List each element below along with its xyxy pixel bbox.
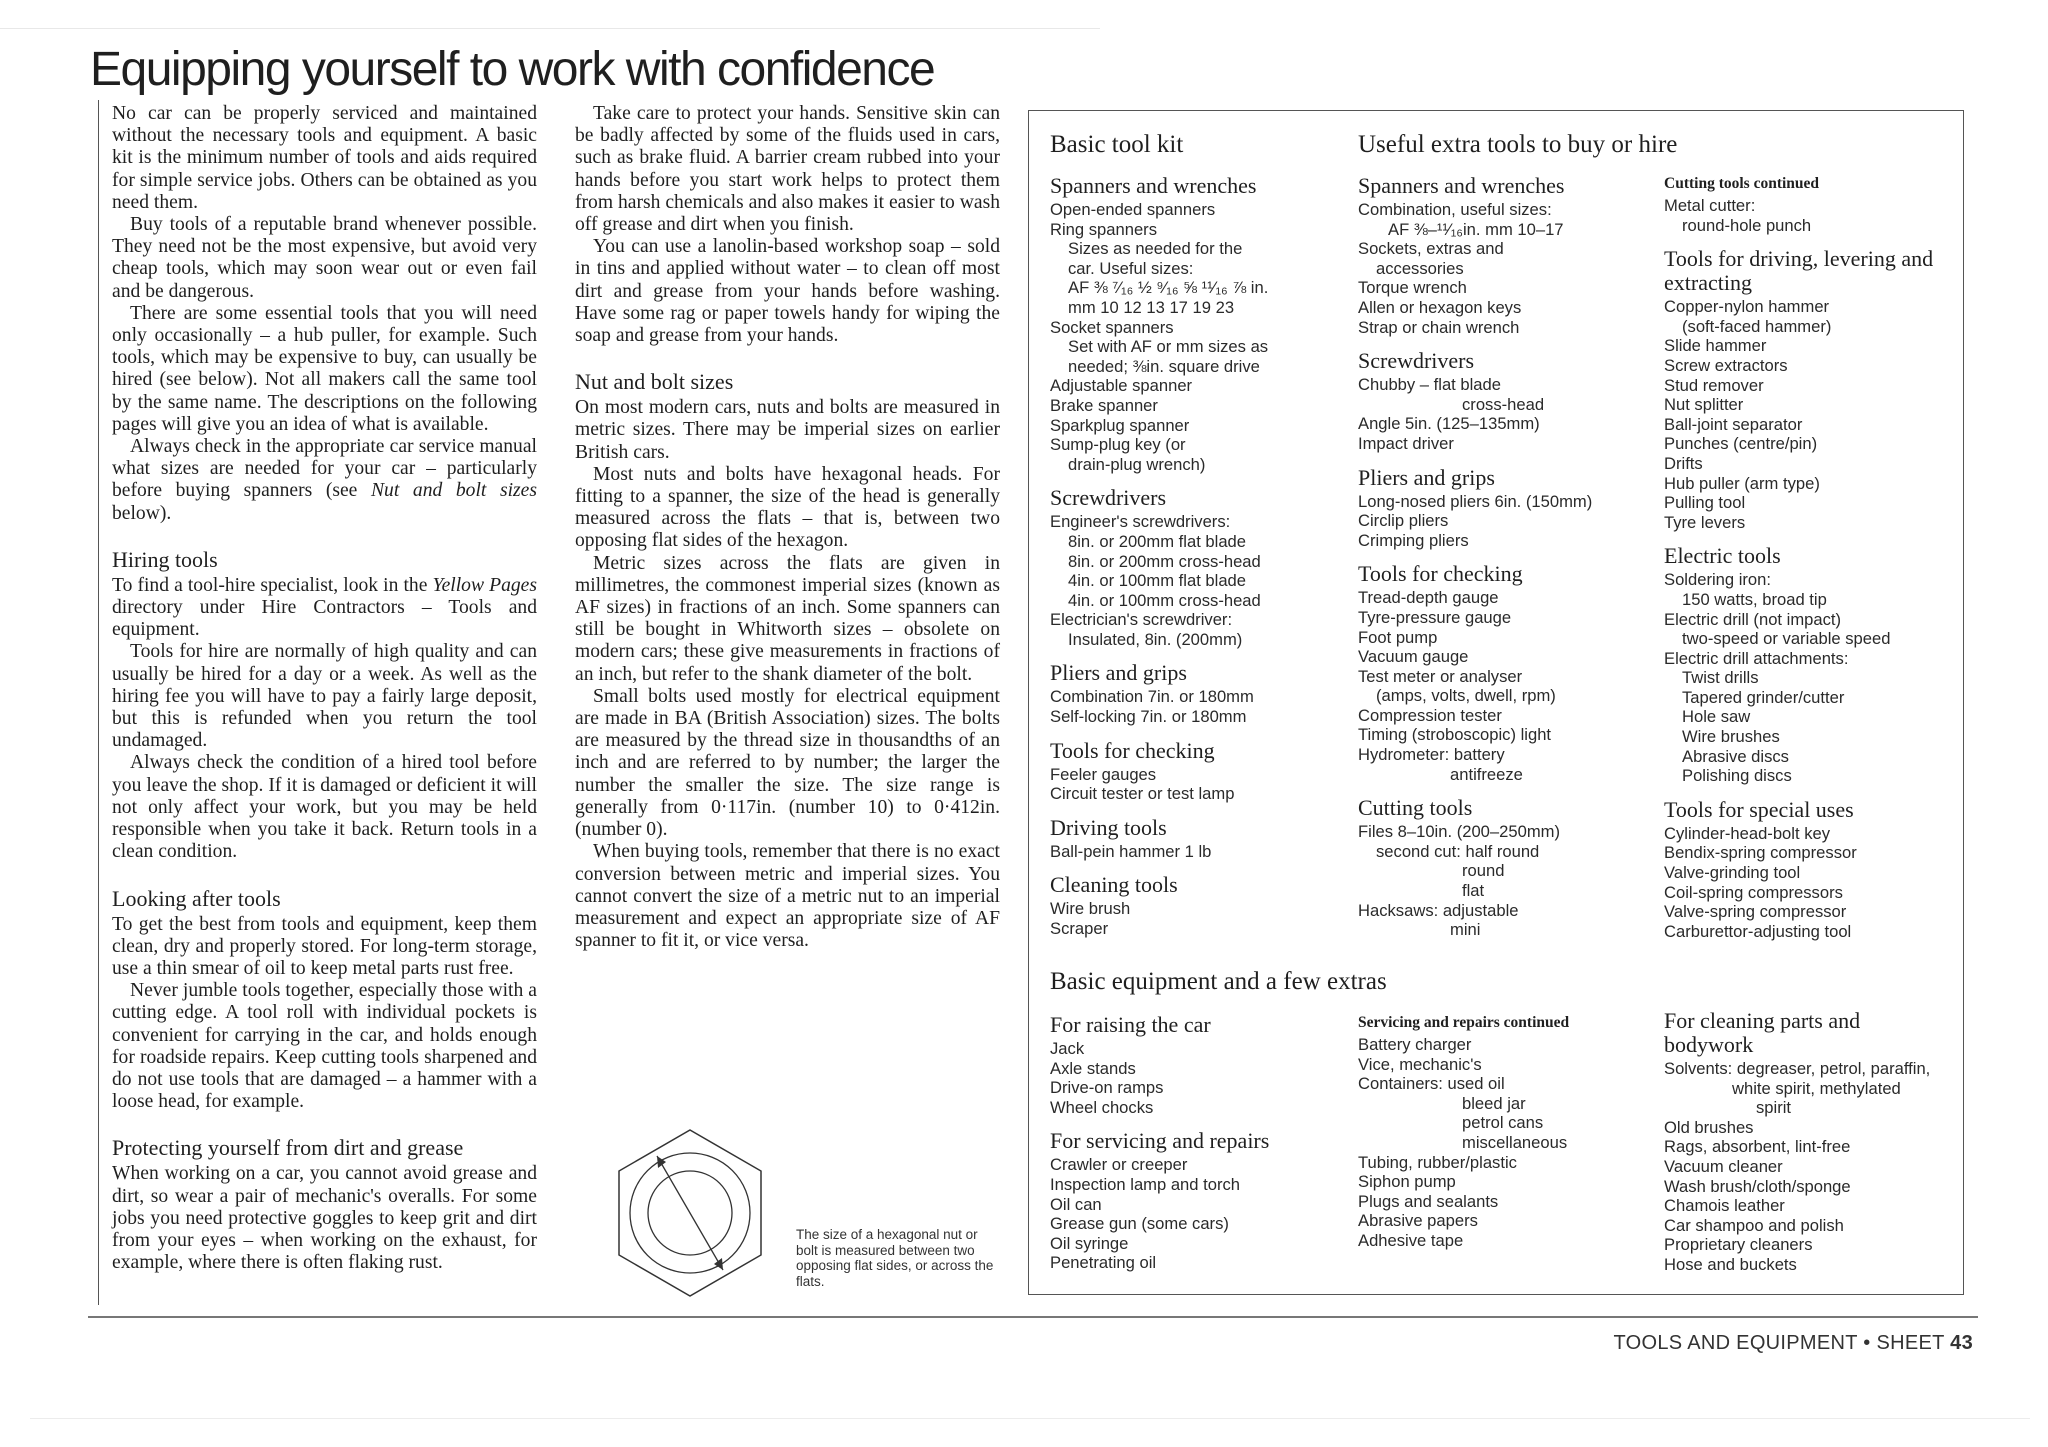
tool-list-item: Wire brushes [1682, 727, 1780, 747]
tool-list-item: (soft-faced hammer) [1682, 316, 1832, 336]
equipment-list-2 [1358, 1013, 1648, 1251]
tool-category-heading: For servicing and repairs [1050, 1128, 1270, 1154]
tool-list-item: Impact driver [1358, 433, 1454, 453]
tool-list-item: Polishing discs [1682, 766, 1792, 786]
tool-list-item: Compression tester [1358, 705, 1502, 725]
nut-bolt-reference: Nut and bolt sizes [370, 480, 537, 502]
tool-list-item: Chamois leather [1664, 1196, 1785, 1216]
useful-tools-list-1 [1358, 174, 1648, 940]
protect-paragraph-1: When working on a car, you cannot avoid grease and dirt, so wear a pair of mechanic's overalls. For some jobs you need protective goggles to keep grit and dirt from your eyes – when working on the exhaust, for example, where there is often flaking rust. [112, 1163, 537, 1274]
tool-list-item: Vacuum cleaner [1664, 1156, 1783, 1176]
looking-after-tools-heading: Looking after tools [112, 885, 281, 911]
tool-list-item: Brake spanner [1050, 395, 1158, 415]
hexagon-nut-diagram [615, 1128, 765, 1298]
tool-list-item: Abrasive papers [1358, 1211, 1478, 1231]
tool-list-item: Sump-plug key (or [1050, 435, 1186, 455]
tool-list-item: Ring spanners [1050, 219, 1158, 239]
footer-bullet: • [1863, 1332, 1871, 1354]
tool-list-item: Hose and buckets [1664, 1254, 1797, 1274]
tool-list-item: Hole saw [1682, 707, 1751, 727]
tool-list-item: Allen or hexagon keys [1358, 297, 1522, 317]
page-title: Equipping yourself to work with confidence [90, 43, 935, 96]
tool-list-item: Wire brush [1050, 899, 1131, 919]
tool-list-item: Scraper [1050, 919, 1109, 939]
article-column-1 [112, 103, 537, 1274]
tool-list-item: Proprietary cleaners [1664, 1235, 1813, 1255]
tool-list-item: Screw extractors [1664, 355, 1788, 375]
tool-list-item: Combination, useful sizes: [1358, 200, 1552, 219]
page-number: 43 [1950, 1332, 1973, 1354]
tool-list-item: Grease gun (some cars) [1050, 1214, 1229, 1234]
tool-list-item: Bendix-spring compressor [1664, 843, 1857, 863]
tool-category-heading: For raising the car [1050, 1012, 1211, 1037]
equipment-list-1 [1050, 1013, 1340, 1273]
tool-list-item: Chubby – flat blade [1358, 375, 1501, 395]
tool-list-item: AF ⅜ ⁷⁄₁₆ ½ ⁹⁄₁₆ ⅝ ¹¹⁄₁₆ ⅞ in. [1068, 278, 1269, 298]
tool-category-heading: Pliers and grips [1050, 660, 1187, 686]
tool-list-item: Soldering iron: [1664, 570, 1772, 590]
tool-category-heading: Screwdrivers [1050, 485, 1167, 511]
tool-list-item: Tubing, rubber/plastic [1358, 1152, 1517, 1172]
tool-list-item: Vacuum gauge [1358, 647, 1469, 667]
tool-list-item: 8in. or 200mm flat blade [1068, 531, 1247, 551]
tool-list-item: Battery charger [1358, 1035, 1472, 1054]
tool-list-item: antifreeze [1450, 764, 1523, 784]
top-edge-line [0, 28, 1100, 29]
tool-list-item: Angle 5in. (125–135mm) [1358, 414, 1540, 434]
tool-list-item: miscellaneous [1462, 1132, 1568, 1152]
tool-category-heading: Spanners and wrenches [1358, 173, 1565, 198]
tool-list-item: Valve-spring compressor [1664, 902, 1847, 922]
tool-list-item: Solvents: degreaser, petrol, paraffin, [1664, 1059, 1931, 1078]
tool-list-item: bleed jar [1462, 1093, 1526, 1113]
looking-paragraph-2: Never jumble tools together, especially those with a cutting edge. A tool roll with individual pockets is convenient for carrying in the car, and holds enough for roadside repairs. Keep cutting tools sharpened and do not use tools that are damaged – a hammer with a loose head, for example. [112, 980, 537, 1113]
tool-list-item: Plugs and sealants [1358, 1191, 1499, 1211]
tool-list-item: Feeler gauges [1050, 764, 1157, 784]
tool-list-item: white spirit, methylated [1732, 1078, 1901, 1098]
tool-list-item: Tyre-pressure gauge [1358, 607, 1512, 627]
intro-p4-text-b: below). [112, 502, 172, 524]
useful-tools-list-2 [1664, 174, 1944, 941]
tool-list-item: 4in. or 100mm flat blade [1068, 571, 1247, 591]
tool-list-item: Nut splitter [1664, 395, 1744, 415]
nut-paragraph-1: On most modern cars, nuts and bolts are measured in metric sizes. There may be imperial sizes on earlier British cars. [575, 397, 1000, 463]
footer-sheet-label: SHEET [1876, 1332, 1945, 1354]
tool-list-item: Stud remover [1664, 375, 1764, 395]
basic-tool-kit-list [1050, 174, 1340, 939]
tool-list-item: spirit [1756, 1098, 1792, 1118]
tool-list-item: Set with AF or mm sizes as [1068, 337, 1269, 357]
tool-list-item: 150 watts, broad tip [1682, 589, 1827, 609]
tool-list-item: Carburettor-adjusting tool [1664, 921, 1852, 941]
tool-list-item: Circlip pliers [1358, 511, 1449, 531]
tool-list-item: Rags, absorbent, lint-free [1664, 1137, 1851, 1157]
hiring-tools-heading: Hiring tools [112, 546, 218, 572]
hiring-paragraph-2: Tools for hire are normally of high quality and can usually be hired for a day or a week. As well as the hiring fee you will have to pay a fairly large deposit, but this is refunded when you return the tool undamaged. [112, 641, 537, 752]
equipment-list-3 [1664, 1009, 1954, 1275]
intro-paragraph-2: Buy tools of a reputable brand whenever possible. They need not be the most expensive, but avoid very cheap tools, which may soon wear out or even fail and be dangerous. [112, 214, 537, 302]
tool-list-item: car. Useful sizes: [1068, 258, 1194, 278]
tool-category-heading: Cleaning tools [1050, 872, 1178, 898]
tool-category-heading: Electric tools [1664, 543, 1781, 569]
tool-list-item: Punches (centre/pin) [1664, 434, 1818, 454]
tool-category-heading: Pliers and grips [1358, 464, 1495, 490]
tool-list-item: Metal cutter: [1664, 196, 1756, 215]
tool-list-item: Penetrating oil [1050, 1253, 1157, 1273]
tool-list-item: Slide hammer [1664, 336, 1767, 356]
tool-category-heading: Tools for checking [1358, 561, 1523, 587]
tool-list-item: Ball-joint separator [1664, 414, 1803, 434]
tool-list-item: Test meter or analyser [1358, 666, 1523, 686]
footer-rule [88, 1316, 1978, 1318]
tool-category-heading: Driving tools [1050, 814, 1167, 840]
protect-paragraph-2: Take care to protect your hands. Sensitive skin can be badly affected by some of the fluids used in cars, such as brake fluid. A barrier cream rubbed into your hands before you start work helps to protect them from harsh chemicals and also makes it easier to wash off grease and dirt when you finish. [575, 103, 1000, 236]
tool-list-item: drain-plug wrench) [1068, 454, 1206, 474]
hexagon-caption: The size of a hexagonal nut or bolt is measured between two opposing flat sides, or across the flats. [796, 1227, 994, 1289]
tool-list-item: Tapered grinder/cutter [1682, 687, 1845, 707]
tool-list-item: flat [1462, 881, 1485, 901]
tool-category-heading: Tools for driving, levering and extracting [1664, 246, 1934, 296]
bottom-edge-line [30, 1418, 2030, 1419]
tool-list-item: cross-head [1462, 394, 1545, 414]
tool-category-heading: Tools for special uses [1664, 796, 1854, 822]
nut-bolt-heading: Nut and bolt sizes [575, 369, 734, 395]
useful-extra-tools-title: Useful extra tools to buy or hire [1358, 131, 1678, 158]
tool-list-item: Hydrometer: battery [1358, 745, 1505, 765]
tool-list-item: Crawler or creeper [1050, 1155, 1188, 1175]
tool-list-item: Insulated, 8in. (200mm) [1068, 629, 1243, 649]
tool-list-item: Oil syringe [1050, 1233, 1129, 1253]
tool-category-heading: Cutting tools [1358, 795, 1473, 821]
tool-list-item: Inspection lamp and torch [1050, 1174, 1241, 1194]
tool-list-item: Open-ended spanners [1050, 200, 1216, 219]
protecting-heading: Protecting yourself from dirt and grease [112, 1135, 464, 1161]
tool-list-item: Oil can [1050, 1194, 1102, 1214]
tool-list-item: Sparkplug spanner [1050, 415, 1190, 435]
tool-list-item: 4in. or 100mm cross-head [1068, 590, 1261, 610]
tool-list-item: petrol cans [1462, 1113, 1544, 1133]
tool-list-item: Vice, mechanic's [1358, 1054, 1482, 1074]
tool-list-item: Twist drills [1682, 668, 1759, 688]
basic-equipment-title: Basic equipment and a few extras [1050, 968, 1387, 995]
page-footer [1614, 1332, 1973, 1355]
looking-paragraph-1: To get the best from tools and equipment, keep them clean, dry and properly stored. For long-term storage, use a thin smear of oil to keep metal parts rust free. [112, 913, 537, 979]
tool-list-item: Car shampoo and polish [1664, 1215, 1844, 1235]
tool-category-subheading: Servicing and repairs continued [1358, 1014, 1570, 1031]
tool-list-item: second cut: half round [1376, 841, 1540, 861]
footer-section: TOOLS AND EQUIPMENT [1613, 1332, 1858, 1354]
tool-list-item: Tyre levers [1664, 512, 1746, 532]
intro-paragraph-4 [112, 436, 537, 525]
tool-list-item: Axle stands [1050, 1058, 1136, 1078]
tool-list-item: Electric drill (not impact) [1664, 609, 1842, 629]
hiring-paragraph-3: Always check the condition of a hired tool before you leave the shop. If it is damaged or deficient it will not only affect your work, but you may be held responsible when you take it back. Return tools in a clean condition. [112, 752, 537, 863]
tool-list-item: Electric drill attachments: [1664, 648, 1849, 668]
tool-list-item: Abrasive discs [1682, 746, 1789, 766]
tool-list-item: Drive-on ramps [1050, 1078, 1164, 1098]
tool-list-item: Strap or chain wrench [1358, 317, 1520, 337]
tool-list-item: Sockets, extras and [1358, 239, 1504, 259]
tool-list-item: Coil-spring compressors [1664, 882, 1843, 902]
tool-list-item: Adhesive tape [1358, 1230, 1464, 1250]
basic-tool-kit-title: Basic tool kit [1050, 131, 1184, 158]
tool-list-item: Wash brush/cloth/sponge [1664, 1176, 1851, 1196]
tool-list-item: Circuit tester or test lamp [1050, 784, 1235, 804]
tool-list-item: Files 8–10in. (200–250mm) [1358, 822, 1560, 842]
tool-list-item: Jack [1050, 1039, 1085, 1058]
tool-list-item: mm 10 12 13 17 19 23 [1068, 297, 1235, 317]
tool-category-heading: Tools for checking [1050, 737, 1215, 763]
tool-list-item: Old brushes [1664, 1117, 1754, 1137]
nut-paragraph-3: Metric sizes across the flats are given in millimetres, the commonest imperial sizes (known as AF sizes) in fractions of an inch. Some spanners can still be bought in Whitworth sizes – obsolete on modern cars; these give measurements in fractions of an inch, but refer to the shank diameter of the bolt. [575, 552, 1000, 685]
hiring-p1-text-a: To find a tool-hire specialist, look in the [112, 574, 428, 596]
tool-list-item: round [1462, 861, 1505, 881]
tool-list-item: Timing (stroboscopic) light [1358, 725, 1552, 745]
tool-list-item: Hub puller (arm type) [1664, 473, 1820, 493]
tool-list-item: 8in. or 200mm cross-head [1068, 551, 1261, 571]
tool-list-item: accessories [1376, 258, 1464, 278]
tool-list-item: Pulling tool [1664, 493, 1746, 513]
nut-paragraph-5: When buying tools, remember that there is no exact conversion between metric and imperial sizes. You cannot convert the size of a metric nut to an imperial measurement and expect an appropriate size of AF spanner to fit it, or vice versa. [575, 841, 1000, 952]
tool-list-item: Engineer's screwdrivers: [1050, 512, 1231, 532]
tool-list-item: Sizes as needed for the [1068, 239, 1243, 259]
hiring-paragraph-1 [112, 575, 537, 642]
tool-list-item: Copper-nylon hammer [1664, 297, 1830, 317]
tool-category-heading: Screwdrivers [1358, 348, 1475, 374]
intro-p4-text-a: Always check in the appropriate car service manual what sizes are needed for your car – particularly before buying spanners (see [112, 436, 537, 502]
hiring-p1-text-b: directory under Hire Contractors – Tools and equipment. [112, 597, 537, 641]
tool-list-item: round-hole punch [1682, 215, 1812, 235]
tool-list-item: Tread-depth gauge [1358, 588, 1499, 608]
tool-category-heading: For cleaning parts and bodywork [1664, 1008, 1861, 1057]
intro-paragraph-1: No car can be properly serviced and maintained without the necessary tools and equipment. A basic kit is the minimum number of tools and aids required for simple service jobs. Others can be obtained as you need them. [112, 103, 537, 213]
tool-list-item: Siphon pump [1358, 1172, 1456, 1192]
tool-list-item: Containers: used oil [1358, 1074, 1505, 1094]
yellow-pages-reference: Yellow Pages [432, 574, 537, 596]
tool-category-heading: Spanners and wrenches [1050, 173, 1257, 198]
tool-list-item: Self-locking 7in. or 180mm [1050, 707, 1247, 727]
tool-list-item: Socket spanners [1050, 317, 1174, 337]
tool-list-item: Cylinder-head-bolt key [1664, 823, 1831, 843]
tool-list-item: Drifts [1664, 453, 1703, 473]
intro-paragraph-3: There are some essential tools that you will need only occasionally – a hub puller, for example. Such tools, which may be expensive to buy, can usually be hired (see below). Not all makers call the same tool by the same name. The descriptions on the following pages will give you an idea of what is available. [112, 302, 537, 435]
protect-paragraph-3: You can use a lanolin-based workshop soap – sold in tins and applied without water – to clean off most dirt and grease from your hands before washing. Have some rag or paper towels handy for wiping the soap and grease from your hands. [575, 236, 1000, 347]
tool-list-item: Wheel chocks [1050, 1097, 1154, 1117]
tool-list-item: Hacksaws: adjustable [1358, 900, 1519, 920]
tool-list-item: Torque wrench [1358, 278, 1467, 298]
tool-list-item: AF ⅜–¹¹⁄₁₆in. mm 10–17 [1388, 219, 1564, 239]
tool-list-item: Valve-grinding tool [1664, 863, 1801, 883]
article-column-2 [575, 103, 1000, 952]
tool-list-item: needed; ⅜in. square drive [1068, 356, 1260, 376]
tool-category-subheading: Cutting tools continued [1664, 175, 1820, 192]
tool-list-item: mini [1450, 920, 1481, 940]
nut-paragraph-4: Small bolts used mostly for electrical equipment are made in BA (British Association) sizes. The bolts are measured by the thread size in thousandths of an inch and are referred to by number; the larger the number the smaller the size. The size range is generally from 0·117in. (number 10) to 0·412in. (number 0). [575, 685, 1000, 841]
tool-list-item: Combination 7in. or 180mm [1050, 687, 1254, 707]
tool-list-item: Crimping pliers [1358, 530, 1469, 550]
tool-list-item: Foot pump [1358, 627, 1438, 647]
tool-list-item: two-speed or variable speed [1682, 629, 1891, 649]
tool-list-item: (amps, volts, dwell, rpm) [1376, 686, 1556, 706]
nut-paragraph-2: Most nuts and bolts have hexagonal heads. For fitting to a spanner, the size of the head is generally measured across the flats – that is, between two opposing flat sides of the hexagon. [575, 463, 1000, 552]
tool-list-item: Long-nosed pliers 6in. (150mm) [1358, 491, 1593, 511]
tool-list-item: Electrician's screwdriver: [1050, 610, 1233, 630]
column-rule [98, 100, 99, 1305]
tool-list-item: Adjustable spanner [1050, 376, 1193, 396]
tool-list-item: Ball-pein hammer 1 lb [1050, 841, 1212, 861]
